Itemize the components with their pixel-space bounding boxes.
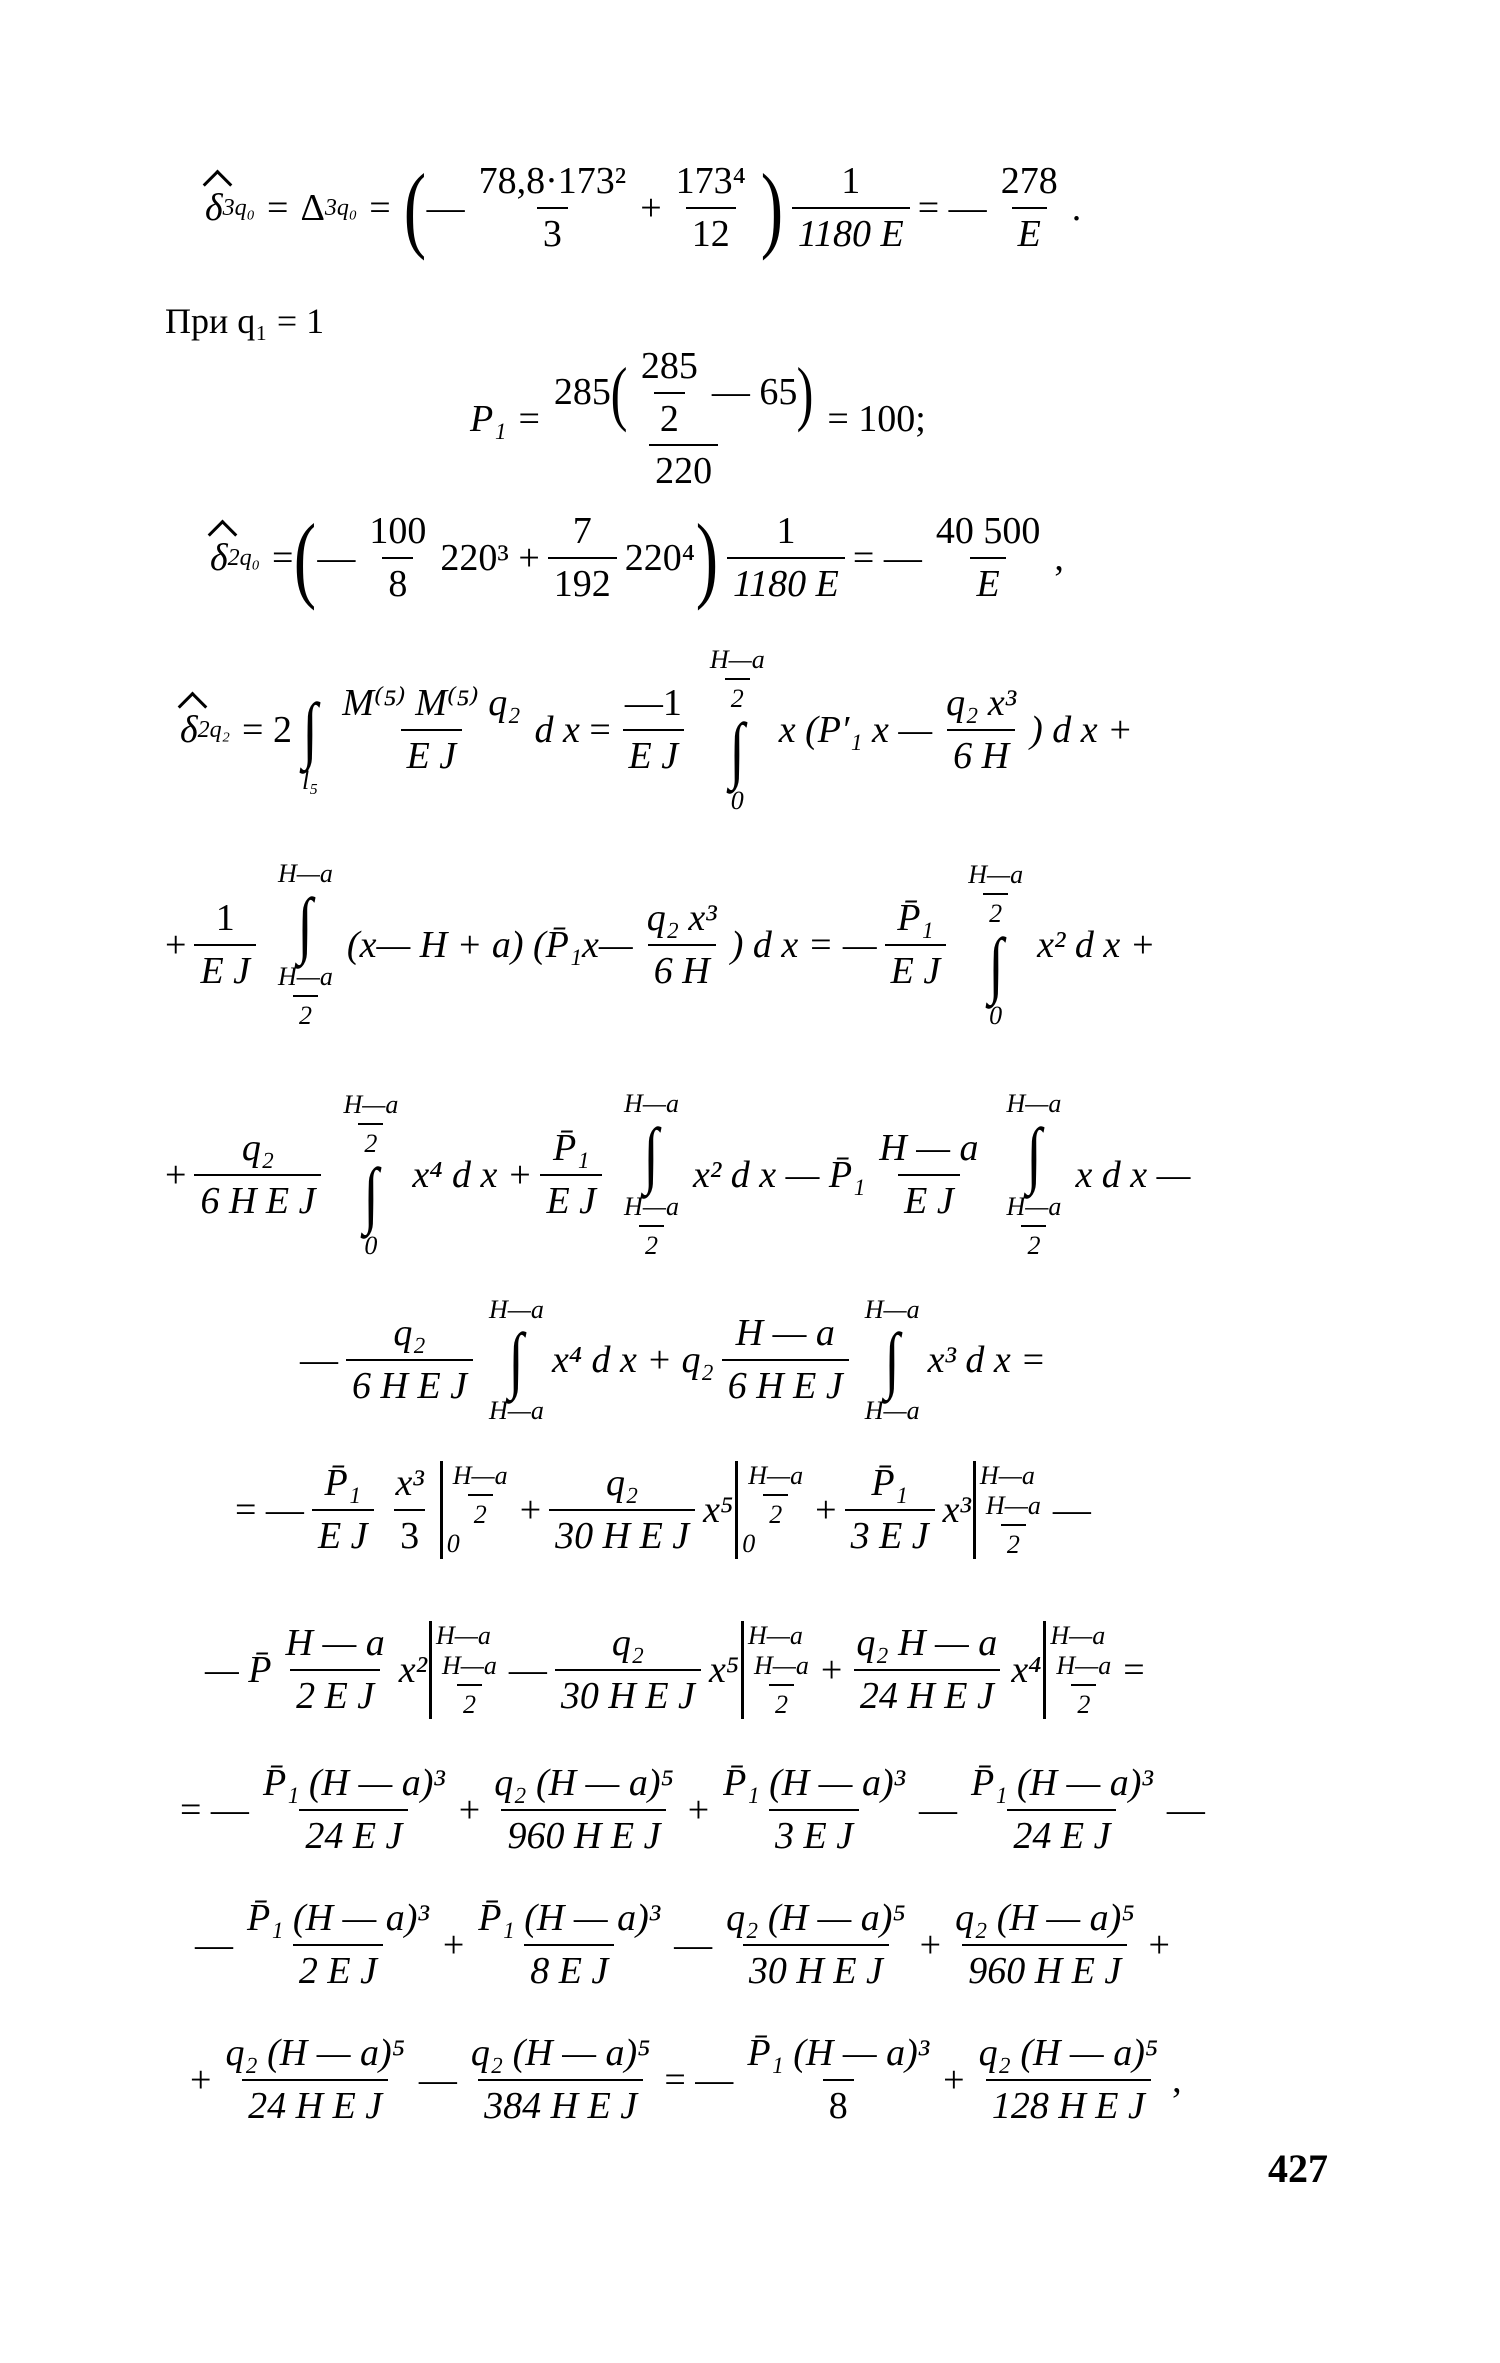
equation-delta-2q0: δ 2q₀ = ( — $\frac{100}{8}$ 220³ + $\frac{7}{192}$ 220⁴ ) $\frac{1}{1180 E}$ = — $\frac{40 500}{E}$ , — [210, 504, 1064, 611]
delta-hat-symbol: δ — [205, 187, 223, 229]
integral: $\frac{H—a}{2}$ ∫ 0 — [968, 860, 1024, 1031]
equation-delta-3q0: δ 3q₀ = Δ 3q₀ = ( — $\frac{\text{78,8·173²}}{3}$ + $\frac{\text{173⁴}}{12}$ ) $\frac{1}{1180 E}$ = — $\frac{278}{E}$ . — [205, 154, 1082, 261]
equation-line-12: + $\frac{\text{q₂ (H — a)⁵}}{\text{24 H E J}}$ — $\frac{\text{q₂ (H — a)⁵}}{\text{384 H E J}}$ = — $\frac{\text{P̄₁ (H — a)³}}{8}$ + $\frac{\text{q₂ (H — a)⁵}}{\text{128 H E J}}$ , — [190, 2032, 1182, 2127]
integral: ∫ l₅ — [301, 689, 319, 795]
equation-line-9: — P̄ $\frac{H — a}{\text{2 E J}}$ x² H—a $\frac{H—a}{2}$ — $\frac{\text{q₂}}{\text{30 H E J}}$ x⁵ H—a $\frac{H—a}{2}$ + $\frac{\text{q₂ H — a}}{\text{24 H E J}}$ x⁴ H—a $\frac{H—a}{2}$ = — [205, 1620, 1145, 1719]
equation-line-11: — $\frac{\text{P̄₁ (H — a)³}}{\text{2 E J}}$ + $\frac{\text{P̄₁ (H — a)³}}{\text{8 E J}}$ — $\frac{\text{q₂ (H — a)⁵}}{\text{30 H E J}}$ + $\frac{\text{q₂ (H — a)⁵}}{\text{960 H E J}}$ + — [195, 1897, 1170, 1992]
fraction: $\frac{\text{173⁴}}{12}$ — [675, 160, 746, 255]
fraction: $\frac{1}{1180 E}$ — [792, 160, 910, 255]
fraction: $\frac{\text{78,8·173²}}{3}$ — [478, 160, 627, 255]
condition-label: При q₁ = 1 — [165, 301, 325, 341]
fraction-p1: 285 ( $\frac{285}{2}$ — 65 ) 220 — [553, 345, 814, 493]
equation-delta-2q2: δ 2q₂ = 2 ∫ l₅ $\frac{\text{M⁽⁵⁾ M⁽⁵⁾ q₂}}{\text{E J}}$ d x = $\frac{—1}{\text{E J}}$ $\frac{H—a}{2}$ ∫ 0 x (P′₁ x — $\frac{\text{q₂ x³}}{6 H}$ ) d x + — [180, 645, 1133, 816]
integral: H—a ∫ $\frac{H—a}{2}$ — [278, 859, 333, 1030]
equation-p1: P₁ = 285 ( $\frac{285}{2}$ — 65 ) 220 = 100; — [470, 345, 926, 493]
equation-line-10: = — $\frac{\text{P̄₁ (H — a)³}}{\text{24 E J}}$ + $\frac{\text{q₂ (H — a)⁵}}{\text{960 H E J}}$ + $\frac{\text{P̄₁ (H — a)³}}{\text{3 E J}}$ — $\frac{\text{P̄₁ (H — a)³}}{\text{24 E J}}$ — — [180, 1762, 1205, 1857]
equation-line-8: = — $\frac{\text{P̄₁}}{\text{E J}}$ $\frac{\text{x³}}{3}$ $\frac{H—a}{2}$ 0 + $\frac{\text{q₂}}{\text{30 H E J}}$ x⁵ $\frac{H—a}{2}$ 0 + $\frac{\text{P̄₁}}{\text{3 E J}}$ x³ H—a $\frac{H—a}{2}$ — — [235, 1460, 1091, 1559]
equation-line-6: + $\frac{\text{q₂}}{\text{6 H E J}}$ $\frac{H—a}{2}$ ∫ 0 x⁴ d x + $\frac{\text{P̄₁}}{\text{E J}}$ H—a ∫ $\frac{H—a}{2}$ x² d x — P̄₁ $\frac{H — a}{\text{E J}}$ H—a ∫ $\frac{H—a}{2}$ x d x — — [165, 1089, 1191, 1261]
equation-line-7: — $\frac{\text{q₂}}{\text{6 H E J}}$ H—a ∫ H—a x⁴ d x + q₂ $\frac{H — a}{\text{6 H E J}}$ H—a ∫ H—a x³ d x = — [300, 1294, 1046, 1425]
integral: $\frac{H—a}{2}$ ∫ 0 — [709, 645, 765, 816]
fraction: $\frac{278}{E}$ — [1000, 160, 1058, 255]
page-number: 427 — [1268, 2146, 1328, 2191]
equation-line-5: + $\frac{1}{\text{E J}}$ H—a ∫ $\frac{H—a}{2}$ (x— H + a) (P̄₁x— $\frac{\text{q₂ x³}}{6 H}$ ) d x = — $\frac{\text{P̄₁}}{\text{E J}}$ $\frac{H—a}{2}$ ∫ 0 x² d x + — [165, 859, 1156, 1031]
